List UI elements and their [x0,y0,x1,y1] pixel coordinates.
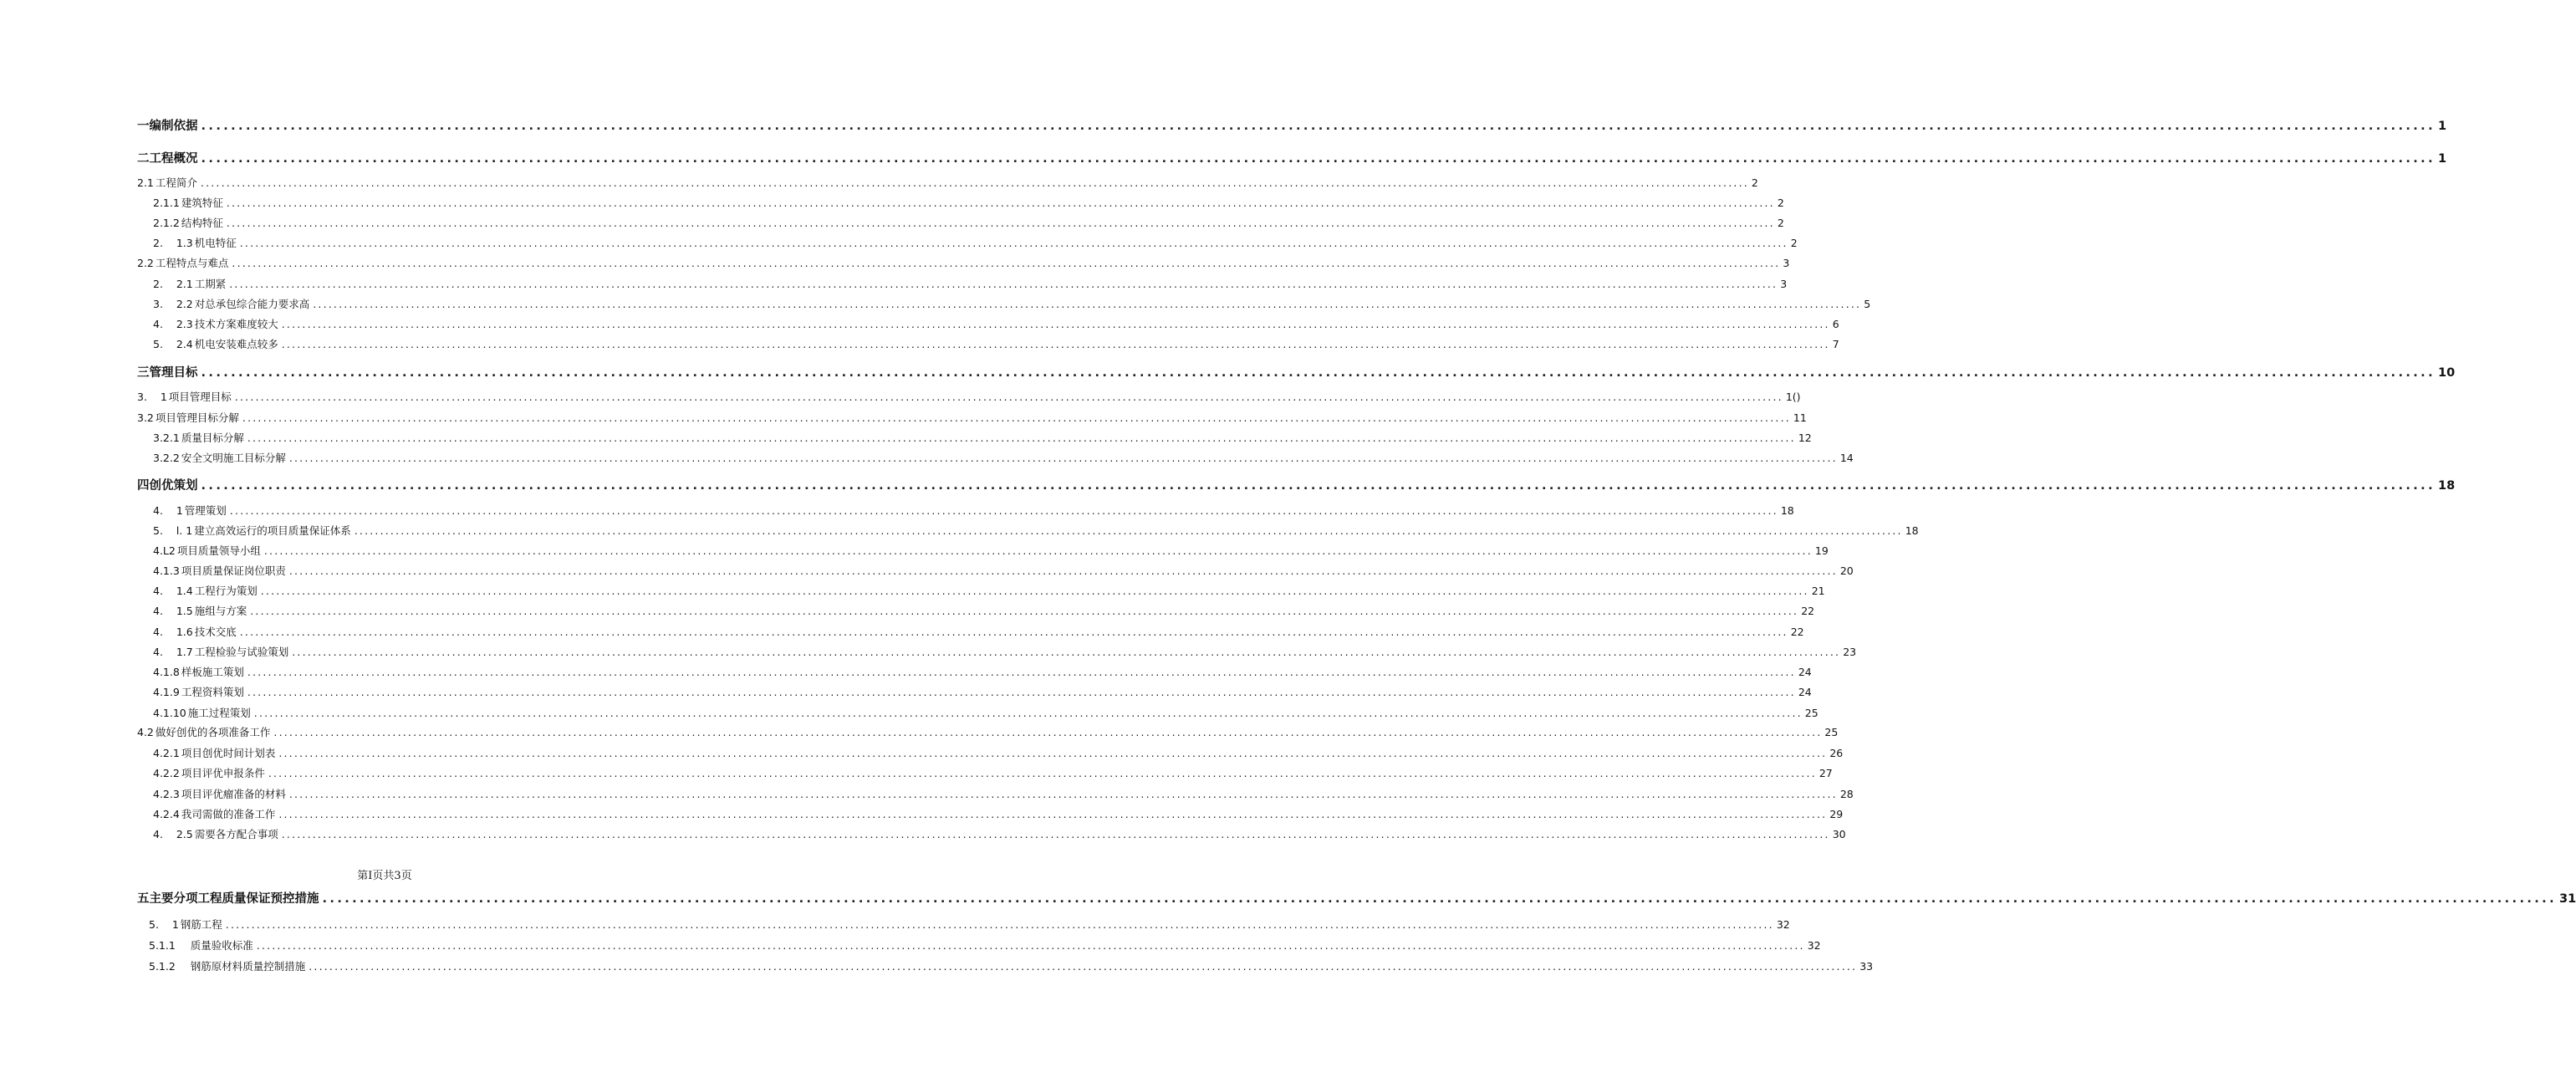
toc-entry-number: 4.1.8 [153,666,180,678]
toc-entry[interactable] [137,175,1758,190]
dot-leader: ............................................................................................................................................................................................................................................................................................................ [256,939,1805,952]
toc-entry-title: 对总承包综合能力要求高 [194,298,310,310]
toc-entry-title: 机电安装难点较多 [194,338,278,350]
toc-entry[interactable] [137,410,1807,425]
dot-leader: ............................................................................................................................................................................................................................................................................................................ [239,237,1788,249]
dot-leader: ............................................................................................................................................................................................................................................................................................................ [322,892,2557,906]
toc-entry[interactable] [137,724,1839,739]
toc-entry-number: 4. 1.4 [153,585,193,597]
toc-entry-title: 二工程概况 [137,152,198,166]
toc-entry-number: 2.1.1 [153,197,180,209]
toc-entry-page-number: 28 [1839,788,1854,800]
dot-leader: ............................................................................................................................................................................................................................................................................................................ [278,808,1828,820]
toc-entry-title: 建立高效运行的项目质量保证体系 [194,524,351,537]
dot-leader: ............................................................................................................................................................................................................................................................................................................ [268,767,1817,779]
dot-leader: ............................................................................................................................................................................................................................................................................................................ [200,176,1749,189]
toc-entry[interactable] [137,116,2447,134]
toc-entry-number: 3.2.1 [153,432,180,444]
toc-entry-title: 五主要分项工程质量保证预控措施 [137,892,319,906]
toc-entry-page-number: 5 [1864,298,1871,310]
dot-leader: ............................................................................................................................................................................................................................................................................................................ [273,726,1823,738]
toc-entry-title: 工程简介 [155,176,197,189]
dot-leader: ............................................................................................................................................................................................................................................................................................................ [201,152,2436,166]
toc-entry-page-number: 2 [1777,197,1784,209]
toc-entry-page-number: 10 [2438,366,2456,380]
dot-leader: ............................................................................................................................................................................................................................................................................................................ [247,666,1796,678]
toc-entry-page-number: 3 [1780,278,1788,290]
toc-entry[interactable] [153,195,1784,210]
toc-entry-number: 2.1.2 [153,217,180,229]
toc-entry-title: 工期紧 [194,278,227,290]
toc-entry-title: 工程检验与试验策划 [194,646,289,658]
toc-entry-title: 钢筋原材料质量控制措施 [190,960,306,973]
toc-entry-page-number: 2 [1777,217,1784,229]
toc-entry[interactable] [153,624,1804,639]
toc-entry-page-number: 18 [1780,504,1794,517]
toc-entry-page-number: 24 [1798,666,1812,678]
dot-leader: ............................................................................................................................................................................................................................................................................................................ [313,298,1862,310]
toc-entry-page-number: 32 [1776,918,1790,931]
toc-entry-title: 工程行为策划 [194,585,258,597]
toc-entry-page-number: 22 [1790,626,1804,638]
toc-entry[interactable] [137,363,2456,381]
toc-entry-title: 钢筋工程 [180,918,222,931]
dot-leader: ............................................................................................................................................................................................................................................................................................................ [250,605,1799,617]
toc-entry[interactable] [153,826,1846,841]
toc-entry-title: 质量目标分解 [181,432,244,444]
toc-entry-number: 4.2 [137,726,154,738]
toc-entry-page-number: 7 [1832,338,1839,350]
dot-leader: ............................................................................................................................................................................................................................................................................................................ [226,217,1775,229]
toc-entry-number: 4.2.4 [153,808,180,820]
toc-entry-page-number: 25 [1804,707,1819,719]
toc-entry-number: 3. 2.2 [153,298,193,310]
toc-entry-title: 机电特征 [194,237,237,249]
toc-entry[interactable] [153,583,1825,598]
dot-leader: ............................................................................................................................................................................................................................................................................................................ [225,918,1774,931]
dot-leader: ............................................................................................................................................................................................................................................................................................................ [234,391,1783,403]
toc-entry[interactable] [137,476,2456,493]
toc-entry-number: 5.1.1 [149,939,189,952]
toc-entry[interactable] [149,958,1874,973]
dot-leader: ............................................................................................................................................................................................................................................................................................................ [201,366,2436,380]
toc-entry[interactable] [149,937,1821,953]
toc-entry[interactable] [137,889,2576,907]
toc-entry-page-number: 14 [1839,452,1854,464]
toc-entry-title: 项目创优时间计划表 [181,747,276,759]
dot-leader: ............................................................................................................................................................................................................................................................................................................ [239,626,1788,638]
toc-entry-page-number: 2 [1751,176,1758,189]
toc-entry-page-number: 20 [1839,564,1854,577]
toc-entry-title: 一编制依据 [137,120,198,133]
toc-entry-number: 4. 1.7 [153,646,193,658]
dot-leader: ............................................................................................................................................................................................................................................................................................................ [201,120,2436,133]
toc-entry-title: 我司需做的准备工作 [181,808,276,820]
toc-entry-title: 工程特点与难点 [155,257,229,269]
toc-entry-number: 5. 1 [149,918,179,931]
toc-entry-title: 项目管理目标分解 [155,411,239,424]
toc-entry[interactable] [153,745,1844,760]
toc-entry-number: 2.2 [137,257,154,269]
toc-entry-title: 四创优策划 [137,479,198,493]
dot-leader: ............................................................................................................................................................................................................................................................................................................ [253,707,1803,719]
toc-entry-page-number: 31 [2559,892,2576,906]
toc-entry-page-number: 1 [2438,120,2447,133]
dot-leader: ............................................................................................................................................................................................................................................................................................................ [247,686,1796,698]
toc-entry-page-number: 22 [1801,605,1815,617]
dot-leader: ............................................................................................................................................................................................................................................................................................................ [354,524,1903,537]
toc-entry-title: 安全文明施工目标分解 [181,452,286,464]
toc-entry-page-number: 24 [1798,686,1812,698]
dot-leader: ............................................................................................................................................................................................................................................................................................................ [226,197,1775,209]
toc-entry[interactable] [137,255,1790,270]
toc-entry[interactable] [149,917,1790,932]
toc-entry[interactable] [153,563,1854,578]
toc-entry-number: 4. 2.5 [153,828,193,840]
toc-entry-number: 4.1.10 [153,707,186,719]
page-footer: 第Ⅰ页共3页 [357,870,412,882]
toc-entry-page-number: 30 [1832,828,1846,840]
toc-entry[interactable] [153,806,1844,821]
dot-leader: ............................................................................................................................................................................................................................................................................................................ [278,747,1828,759]
toc-entry-page-number: 29 [1829,808,1844,820]
toc-entry-page-number: 21 [1811,585,1825,597]
toc-entry[interactable] [153,296,1871,311]
toc-entry[interactable] [153,705,1819,720]
toc-entry-title: 项目评优申报条件 [181,767,265,779]
toc-entry-page-number: 18 [2438,479,2456,493]
toc-entry[interactable] [153,336,1839,351]
toc-entry-number: 4.2.3 [153,788,180,800]
toc-entry-title: 样板施工策划 [181,666,244,678]
dot-leader: ............................................................................................................................................................................................................................................................................................................ [281,318,1830,330]
toc-entry-page-number: 2 [1790,237,1798,249]
toc-entry-title: 三管理目标 [137,366,198,380]
toc-entry-title: 项目管理目标 [168,391,232,403]
dot-leader: ............................................................................................................................................................................................................................................................................................................ [309,960,1858,973]
dot-leader: ............................................................................................................................................................................................................................................................................................................ [288,788,1838,800]
toc-entry-page-number: 19 [1814,544,1829,557]
dot-leader: ............................................................................................................................................................................................................................................................................................................ [242,411,1791,424]
toc-entry[interactable] [137,149,2447,166]
toc-entry-number: 2. 2.1 [153,278,193,290]
toc-entry[interactable] [153,523,1919,538]
toc-entry[interactable] [153,603,1815,618]
toc-entry-page-number: 11 [1793,411,1807,424]
dot-leader: ............................................................................................................................................................................................................................................................................................................ [263,544,1813,557]
toc-entry-number: 4.1.3 [153,564,180,577]
toc-entry-title: 质量验收标准 [190,939,253,952]
toc-entry-title: 技术方案难度较大 [194,318,278,330]
toc-entry[interactable] [137,389,1801,404]
toc-entry-page-number: 25 [1824,726,1839,738]
toc-entry-number: 2. 1.3 [153,237,193,249]
toc-entry-title: 工程资料策划 [181,686,244,698]
toc-entry-title: 结构特征 [181,217,223,229]
toc-entry[interactable] [153,543,1829,558]
dot-leader: ............................................................................................................................................................................................................................................................................................................ [229,278,1778,290]
toc-entry-page-number: 3 [1783,257,1790,269]
dot-leader: ............................................................................................................................................................................................................................................................................................................ [288,564,1838,577]
toc-entry[interactable] [153,786,1854,801]
toc-entry-number: 3.2.2 [153,452,180,464]
toc-entry-number: 4. 2.3 [153,318,193,330]
toc-entry[interactable] [153,276,1788,291]
toc-entry-number: 4.2.1 [153,747,180,759]
toc-entry-page-number: 27 [1819,767,1833,779]
toc-entry-number: 4.1.9 [153,686,180,698]
toc-entry[interactable] [153,215,1784,230]
toc-entry-page-number: 6 [1832,318,1839,330]
toc-entry-title: 做好创优的各项准备工作 [155,726,271,738]
toc-entry-title: 需要各方配合事项 [194,828,278,840]
toc-entry-title: 项目质量领导小组 [176,544,261,557]
toc-entry-page-number: 12 [1798,432,1812,444]
toc-entry-number: 3.2 [137,411,154,424]
toc-entry-number: 5. l. 1 [153,524,193,537]
toc-entry-page-number: 1() [1785,391,1801,403]
toc-entry-page-number: 23 [1843,646,1857,658]
toc-entry-title: 项目评优瘤准备的材料 [181,788,286,800]
toc-entry-title: 项目质量保证岗位职责 [181,564,286,577]
toc-entry-title: 技术交底 [194,626,237,638]
toc-entry-title: 施工过程策划 [187,707,251,719]
dot-leader: ............................................................................................................................................................................................................................................................................................................ [288,452,1838,464]
toc-entry[interactable] [153,644,1857,659]
toc-entry[interactable] [153,316,1839,331]
toc-entry-page-number: 32 [1807,939,1821,952]
toc-entry-title: 施组与方案 [194,605,247,617]
toc-entry[interactable] [153,450,1854,465]
dot-leader: ............................................................................................................................................................................................................................................................................................................ [232,257,1781,269]
toc-entry[interactable] [153,684,1812,699]
toc-entry-page-number: 1 [2438,152,2447,166]
toc-entry-number: 2.1 [137,176,154,189]
dot-leader: ............................................................................................................................................................................................................................................................................................................ [260,585,1809,597]
dot-leader: ............................................................................................................................................................................................................................................................................................................ [201,479,2436,493]
toc-entry[interactable] [153,765,1833,780]
toc-entry-page-number: 26 [1829,747,1844,759]
toc-entry-number: 3. 1 [137,391,167,403]
toc-entry-number: 5. 2.4 [153,338,193,350]
dot-leader: ............................................................................................................................................................................................................................................................................................................ [292,646,1841,658]
toc-entry-page-number: 18 [1905,524,1919,537]
toc-entry-number: 4.2.2 [153,767,180,779]
toc-entry-title: 建筑特征 [181,197,223,209]
toc-entry[interactable] [153,430,1812,445]
dot-leader: ............................................................................................................................................................................................................................................................................................................ [281,338,1830,350]
toc-entry-number: 4. 1 [153,504,183,517]
toc-entry-number: 4.L2 [153,544,176,557]
toc-entry[interactable] [153,503,1794,518]
toc-entry-number: 4. 1.5 [153,605,193,617]
dot-leader: ............................................................................................................................................................................................................................................................................................................ [247,432,1796,444]
toc-entry[interactable] [153,235,1798,250]
toc-entry-page-number: 33 [1859,960,1874,973]
dot-leader: ............................................................................................................................................................................................................................................................................................................ [281,828,1830,840]
dot-leader: ............................................................................................................................................................................................................................................................................................................ [229,504,1778,517]
toc-entry-number: 4. 1.6 [153,626,193,638]
toc-entry-title: 管理策划 [184,504,227,517]
toc-entry-number: 5.1.2 [149,960,189,973]
toc-entry[interactable] [153,664,1812,679]
